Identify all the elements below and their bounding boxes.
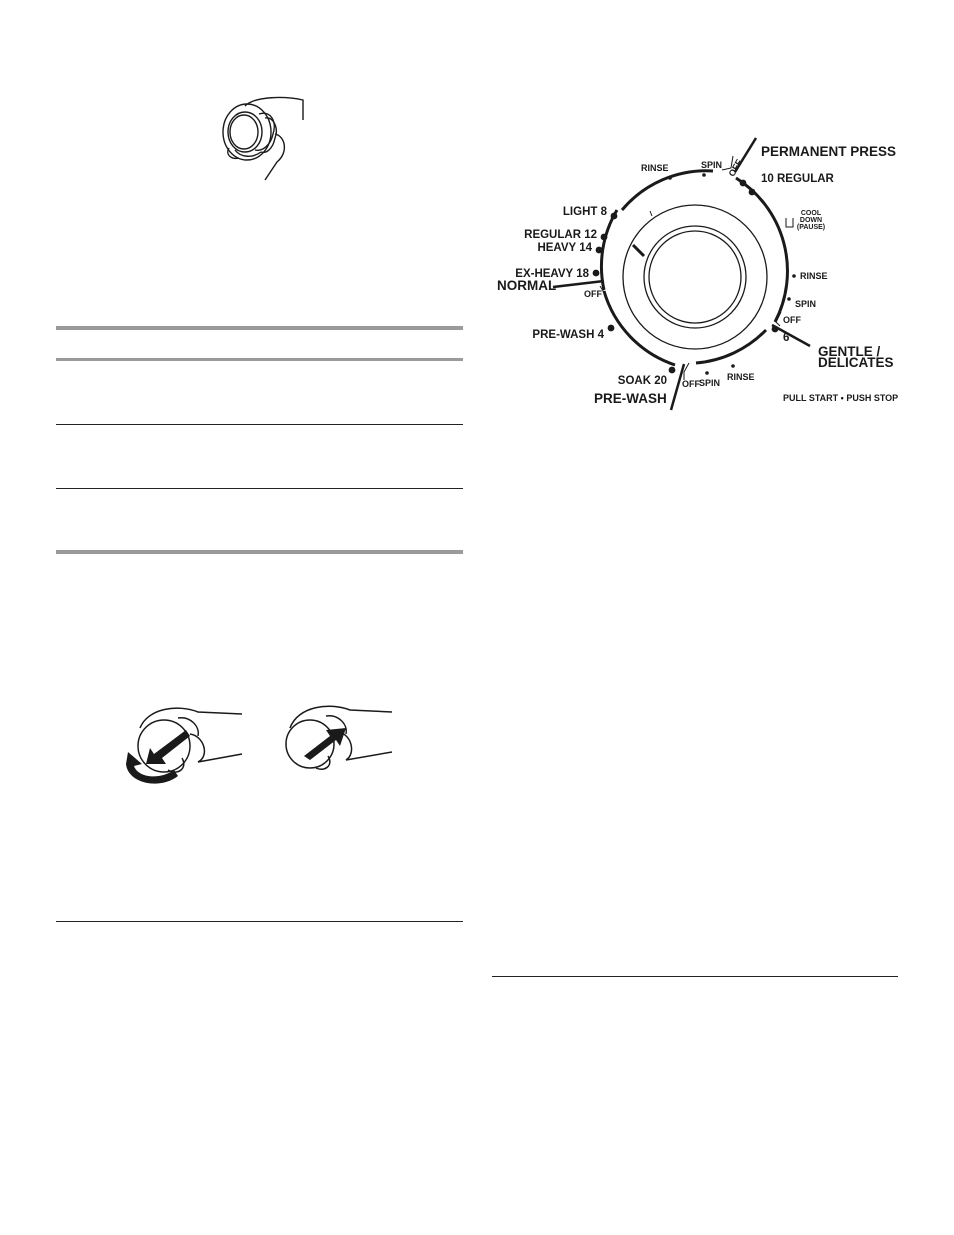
- pull-knob-illustration: [118, 698, 248, 793]
- step-off-bottom: OFF: [682, 379, 700, 389]
- setting-light-8: LIGHT 8: [562, 206, 607, 218]
- table-row-divider: [56, 488, 463, 489]
- section-divider-left: [56, 921, 463, 922]
- push-knob-illustration: [280, 698, 400, 778]
- table-header-rule: [56, 358, 463, 361]
- step-rinse-top: RINSE: [641, 163, 669, 173]
- setting-soak-20: SOAK 20: [617, 375, 667, 387]
- cycle-normal: NORMAL: [497, 278, 557, 293]
- cycle-prewash: PRE-WASH: [594, 391, 667, 406]
- cycle-gentle-line2: DELICATES: [818, 355, 894, 370]
- table-bottom-rule: [56, 550, 463, 554]
- setting-exheavy-18: EX-HEAVY 18: [515, 268, 589, 280]
- dial-ring-bottom: [696, 330, 766, 363]
- dial-ring-normal: [601, 210, 617, 290]
- table-top-rule: [56, 326, 463, 330]
- cycle-permanent-press: PERMANENT PRESS: [761, 144, 897, 159]
- step-spin-top: SPIN: [701, 160, 723, 170]
- step-off-left: OFF: [584, 289, 602, 299]
- knob-grip-illustration: [215, 92, 310, 187]
- step-off-right: OFF: [783, 315, 801, 325]
- step-rinse-bottom: RINSE: [727, 372, 755, 382]
- step-pause: (PAUSE): [796, 224, 826, 231]
- step-rinse-right: RINSE: [800, 271, 828, 281]
- setting-regular-12: REGULAR 12: [524, 229, 597, 241]
- setting-prewash-4: PRE-WASH 4: [532, 329, 604, 341]
- step-off-top: OFF: [726, 157, 745, 179]
- step-spin-bottom: SPIN: [699, 378, 721, 388]
- dial-ring-top: [622, 171, 713, 210]
- cycle-dial-diagram: [480, 130, 920, 420]
- setting-regular-10: 10 REGULAR: [761, 173, 834, 185]
- step-spin-right: SPIN: [795, 299, 817, 309]
- dial-ring-left: [604, 291, 675, 365]
- cycle-gentle-line1: GENTLE /: [818, 344, 881, 359]
- section-divider-right: [492, 976, 898, 977]
- table-row-divider: [56, 424, 463, 425]
- pull-start-push-stop: PULL START • PUSH STOP: [783, 393, 899, 403]
- setting-heavy-14: HEAVY 14: [537, 242, 592, 254]
- divider-normal-line: [553, 281, 604, 287]
- setting-gentle-6: 6: [783, 332, 790, 344]
- step-down: DOWN: [799, 217, 823, 224]
- step-cool: COOL: [800, 210, 822, 217]
